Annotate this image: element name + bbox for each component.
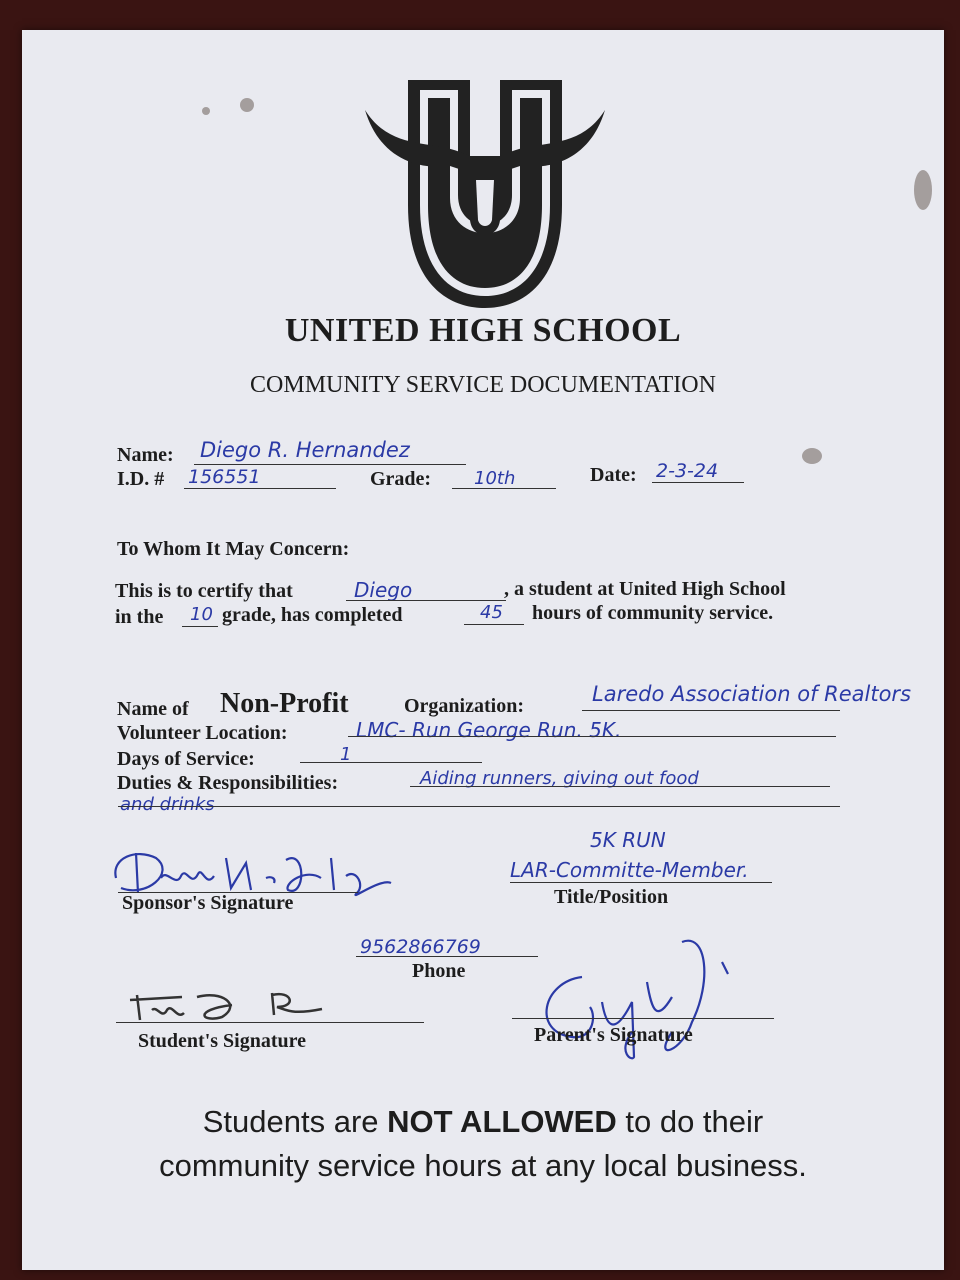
footer-text-c: to do their xyxy=(616,1104,764,1139)
name-value: Diego R. Hernandez xyxy=(200,438,410,462)
phone-label: Phone xyxy=(412,960,466,982)
student-line xyxy=(116,1022,424,1023)
grade-label: Grade: xyxy=(370,468,432,490)
duties-value-1: Aiding runners, giving out food xyxy=(420,768,699,789)
parent-line xyxy=(512,1018,774,1019)
id-label: I.D. # xyxy=(117,468,165,490)
certify-text-4: grade, has completed xyxy=(222,604,403,626)
id-line xyxy=(184,488,336,489)
date-label: Date: xyxy=(590,464,637,486)
phone-line xyxy=(356,956,538,957)
org-label-1: Name of xyxy=(117,698,189,720)
location-line xyxy=(348,736,836,737)
name-label: Name: xyxy=(117,444,174,466)
sponsor-label: Sponsor's Signature xyxy=(122,892,294,914)
footer-text-a: Students are xyxy=(202,1104,388,1139)
school-name: UNITED HIGH SCHOOL xyxy=(284,312,682,349)
certify-grade-line xyxy=(182,626,218,627)
org-label-3: Organization: xyxy=(404,695,524,717)
id-value: 156551 xyxy=(188,466,261,488)
title-value-1: 5K RUN xyxy=(590,828,666,852)
grade-line xyxy=(452,488,556,489)
document-title: COMMUNITY SERVICE DOCUMENTATION xyxy=(250,372,716,398)
title-value-2: LAR-Committe-Member. xyxy=(510,858,749,882)
date-line xyxy=(652,482,744,483)
org-value: Laredo Association of Realtors xyxy=(592,682,912,706)
certify-hours-value: 45 xyxy=(480,602,503,623)
longhorn-u-logo-icon xyxy=(360,70,610,320)
duties-label: Duties & Responsibilities: xyxy=(117,772,339,794)
certify-hours-line xyxy=(464,624,524,625)
duties-line-2 xyxy=(118,806,840,807)
grade-value: 10th xyxy=(474,468,516,489)
student-label: Student's Signature xyxy=(138,1030,307,1052)
days-value: 1 xyxy=(340,744,352,765)
stain-mark xyxy=(914,170,932,210)
days-line xyxy=(300,762,482,763)
certify-text-1: This is to certify that xyxy=(115,580,293,602)
org-line xyxy=(582,710,840,711)
footer-line-1 xyxy=(22,1100,944,1144)
title-line xyxy=(510,882,772,883)
footer-not-allowed: NOT ALLOWED xyxy=(387,1104,617,1139)
duties-line-1 xyxy=(410,786,830,787)
phone-value: 9562866769 xyxy=(360,936,481,958)
date-value: 2-3-24 xyxy=(656,460,719,482)
org-label-2: Non-Profit xyxy=(220,688,349,719)
days-label: Days of Service: xyxy=(117,748,255,770)
stain-mark xyxy=(202,107,210,115)
student-signature-drawing xyxy=(122,985,342,1030)
certify-grade-value: 10 xyxy=(190,604,213,625)
parent-label: Parent's Signature xyxy=(534,1024,693,1046)
name-line xyxy=(194,464,466,465)
certify-student-line xyxy=(346,600,506,601)
salutation: To Whom It May Concern: xyxy=(117,538,350,560)
stain-mark xyxy=(240,98,254,112)
title-label: Title/Position xyxy=(554,886,669,908)
location-value: LMC- Run George Run. 5K. xyxy=(356,718,622,742)
certify-text-3: in the xyxy=(115,606,164,628)
stain-mark xyxy=(802,448,822,464)
certify-text-5: hours of community service. xyxy=(532,602,774,624)
location-label: Volunteer Location: xyxy=(117,722,288,744)
certify-student-value: Diego xyxy=(354,578,413,602)
duties-value-2: and drinks xyxy=(120,794,215,815)
document-page xyxy=(22,30,944,1270)
certify-text-2: , a student at United High School xyxy=(504,578,786,600)
footer-line-2: community service hours at any local business. xyxy=(159,1148,807,1183)
